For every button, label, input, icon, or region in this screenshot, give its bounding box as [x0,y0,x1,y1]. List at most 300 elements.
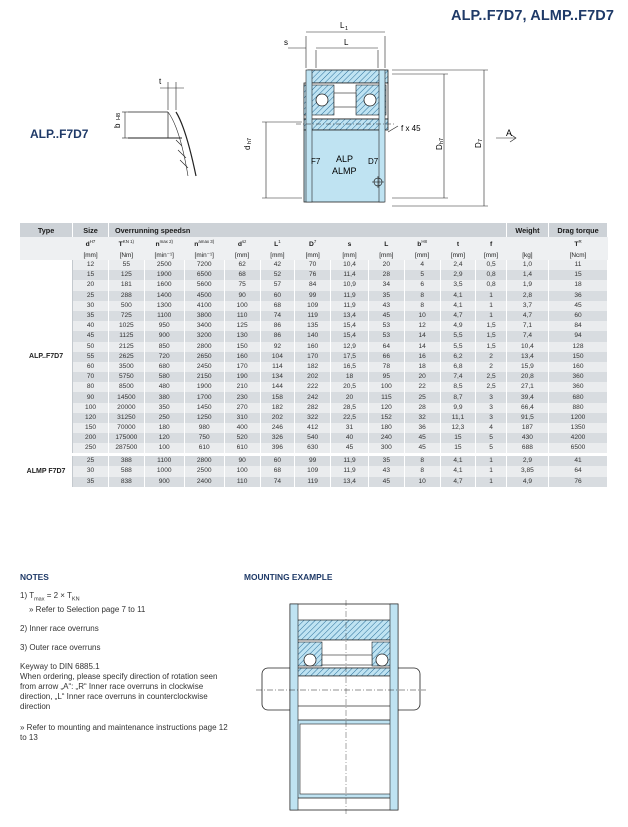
header-symbol: $n^{amax 3)}$ [184,237,224,250]
table-cell: 3,7 [506,301,548,311]
table-cell: 99 [295,291,331,301]
table-cell: 2800 [184,342,224,352]
table-cell: 2500 [144,260,184,270]
table-cell: 45 [73,331,109,341]
table-cell: 10,4 [506,342,548,352]
table-cell: 100 [144,443,184,455]
table-cell: 20,5 [331,382,369,392]
label-t: t [159,77,162,86]
table-cell: 86 [260,331,295,341]
table-cell: 2,4 [440,260,476,270]
table-cell: 8 [404,466,440,476]
table-cell: 1,0 [506,260,548,270]
svg-text:h7: h7 [247,137,253,144]
table-cell: 35 [368,455,404,467]
table-cell: 45 [404,443,440,455]
table-cell: 187 [506,423,548,433]
header-row-1 [20,223,608,237]
table-cell: 20,8 [506,372,548,382]
table-cell: 5600 [184,280,224,290]
header-unit: [min⁻¹] [144,250,184,260]
table-cell: 57 [260,280,295,290]
table-cell: 30 [73,301,109,311]
table-cell: 60 [548,311,607,321]
table-cell: 68 [260,301,295,311]
label-D7: D [474,142,483,148]
header-symbol [506,237,548,250]
table-cell: 2400 [184,477,224,487]
table-cell: 6 [404,280,440,290]
table-cell: 40 [331,433,369,443]
table-cell: 120 [73,413,109,423]
table-cell: 322 [295,413,331,423]
table-cell: 22,5 [331,413,369,423]
note-1-ref: » Refer to Selection page 7 to 11 [29,604,146,614]
col-overrunning: Overrunning speedsn [108,223,506,237]
table-cell: 74 [260,311,295,321]
spec-table [20,223,608,487]
table-cell: 12 [73,260,109,270]
table-cell: 4,7 [440,477,476,487]
table-cell: 4,7 [506,311,548,321]
table-cell: 43 [368,301,404,311]
table-cell: 1300 [144,301,184,311]
table-row [20,331,608,341]
table-row [20,342,608,352]
header-unit: [mm] [260,250,295,260]
header-unit: [Ncm] [548,250,607,260]
table-cell: 246 [260,423,295,433]
table-cell: 3800 [184,311,224,321]
table-cell: 630 [295,443,331,455]
table-cell: 1250 [184,413,224,423]
table-cell: 100 [224,301,260,311]
svg-text:H8: H8 [116,112,122,120]
table-cell: 6,8 [440,362,476,372]
table-cell: 8 [404,301,440,311]
table-cell: 78 [368,362,404,372]
table-cell: 4500 [184,291,224,301]
table-cell: 3,85 [506,466,548,476]
table-cell: 5750 [108,372,144,382]
table-cell: 25 [73,455,109,467]
table-row [20,321,608,331]
table-cell: 2450 [184,362,224,372]
table-cell: 90 [224,455,260,467]
table-cell: 20 [73,280,109,290]
table-cell: 4,1 [440,466,476,476]
table-cell: 4 [476,423,507,433]
table-cell: 160 [548,362,607,372]
label-bh8: b [113,123,122,128]
table-cell: 360 [548,372,607,382]
table-cell: 11,9 [331,455,369,467]
table-cell: 190 [224,372,260,382]
table-row [20,433,608,443]
header-unit: [mm] [73,250,109,260]
table-cell: 70 [73,372,109,382]
table-cell: 1,4 [506,270,548,280]
table-cell: 31 [331,423,369,433]
table-cell: 68 [260,466,295,476]
keyway-detail [113,77,196,176]
table-cell: 0,8 [476,280,507,290]
table-cell: 182 [295,362,331,372]
table-cell: 91,5 [506,413,548,423]
header-symbol: $d^{H7}$ [73,237,109,250]
table-cell: 360 [548,382,607,392]
table-cell: 725 [108,311,144,321]
header-row-units [20,250,608,260]
table-cell: 90 [73,392,109,402]
table-cell: 3 [476,392,507,402]
table-cell: 110 [224,311,260,321]
table-row [20,455,608,467]
table-cell: 12 [404,321,440,331]
table-cell: 1025 [108,321,144,331]
table-cell: 1 [476,466,507,476]
table-cell: 109 [295,301,331,311]
table-cell: 1450 [184,403,224,413]
table-row [20,443,608,455]
table-cell: 110 [224,477,260,487]
table-cell: 20000 [108,403,144,413]
table-cell: 95 [368,372,404,382]
table-cell: 100 [224,466,260,476]
table-cell: 34 [368,280,404,290]
table-cell: 15,4 [331,321,369,331]
table-cell: 540 [295,433,331,443]
table-cell: 10 [404,477,440,487]
table-cell: 42 [260,260,295,270]
table-cell: 70 [295,260,331,270]
table-row [20,260,608,270]
table-cell: 1,9 [506,280,548,290]
table-cell: 5 [476,433,507,443]
freewheel-section [296,70,396,202]
label-s: s [284,38,288,47]
note-order: When ordering, please specify direction of rotation seen from arrow „A“: „R“ Inner race overruns in clockwise direction, „L“ Inner race overruns in counterclockwise direction [20,671,218,711]
header-unit: [Nm] [108,250,144,260]
table-cell: 1100 [144,455,184,467]
table-cell: 3500 [108,362,144,372]
table-cell: 1125 [108,331,144,341]
table-cell: 1 [476,477,507,487]
label-Dh7: D [435,144,444,150]
table-cell: 52 [260,270,295,280]
table-cell: 119 [295,311,331,321]
table-cell: 3,5 [440,280,476,290]
table-cell: 300 [368,443,404,455]
table-cell: 396 [260,443,295,455]
table-cell: 10,4 [331,260,369,270]
table-cell: 380 [144,392,184,402]
table-cell: 13,4 [506,352,548,362]
header-symbol: $L^1$ [260,237,295,250]
table-cell: 76 [295,270,331,280]
header-type-spacer [20,237,73,250]
label-alp: ALP [336,154,354,164]
table-cell: 120 [368,403,404,413]
table-cell: 7,4 [440,372,476,382]
table-cell: 11,9 [331,466,369,476]
table-cell: 36 [404,423,440,433]
table-cell: 326 [260,433,295,443]
table-cell: 1200 [548,413,607,423]
table-cell: 11,9 [331,301,369,311]
note-1: 1) $T_{max} = 2 \times T_{KN}$ » Refer to Selection page 7 to 11 [20,591,235,615]
header-symbol: s [331,237,369,250]
table-cell: 76 [548,477,607,487]
table-cell: 8500 [108,382,144,392]
table-cell: 28 [368,270,404,280]
table-cell: 610 [224,443,260,455]
table-cell: 66,4 [506,403,548,413]
section-label: ALP..F7D7 [30,127,89,141]
header-unit: [mm] [368,250,404,260]
table-cell: 41 [548,455,607,467]
table-cell: 15,9 [506,362,548,372]
table-cell: 125 [108,270,144,280]
table-cell: 838 [108,477,144,487]
table-cell: 1100 [144,311,184,321]
table-cell: 10 [404,311,440,321]
table-cell: 60 [73,362,109,372]
header-unit: [mm] [404,250,440,260]
table-cell: 2,9 [440,270,476,280]
table-cell: 3 [476,413,507,423]
table-cell: 0,8 [476,270,507,280]
table-cell: 270 [224,403,260,413]
table-cell: 720 [144,352,184,362]
table-cell: 2500 [184,466,224,476]
table-cell: 20 [404,372,440,382]
table-cell: 99 [295,455,331,467]
table-cell: 35 [73,311,109,321]
header-row-2 [20,237,608,250]
table-cell: 12,3 [440,423,476,433]
table-cell: 15 [440,433,476,443]
table-cell: 5,5 [440,342,476,352]
table-cell: 688 [506,443,548,455]
col-size: Size [73,223,109,237]
table-cell: 8 [404,291,440,301]
header-unit: [mm] [224,250,260,260]
table-cell: 60 [260,455,295,467]
note-mount-ref: » Refer to mounting and maintenance instructions page 12 to 13 [20,722,228,742]
table-cell: 1 [476,455,507,467]
label-fx45: f x 45 [401,124,421,133]
table-cell: 6500 [184,270,224,280]
table-cell: 880 [548,403,607,413]
svg-text:h7: h7 [439,137,445,144]
table-cell: 5 [476,443,507,455]
table-cell: 36 [548,291,607,301]
table-cell: 60 [260,291,295,301]
table-row [20,477,608,487]
table-cell: 4,1 [440,301,476,311]
table-cell: 70000 [108,423,144,433]
table-cell: 202 [260,413,295,423]
table-cell: 480 [144,382,184,392]
table-row [20,352,608,362]
table-cell: 12,9 [331,342,369,352]
header-symbol: $T^{KN 1)}$ [108,237,144,250]
table-cell: 40 [73,321,109,331]
table-cell: 2150 [184,372,224,382]
table-cell: 160 [224,352,260,362]
table-cell: 13,4 [331,477,369,487]
table-cell: 20 [331,392,369,402]
table-cell: 1 [476,311,507,321]
header-unit: [mm] [331,250,369,260]
table-cell: 1,5 [476,321,507,331]
header-symbol: $d^{sz}$ [224,237,260,250]
table-cell: 115 [368,392,404,402]
header-symbol: t [440,237,476,250]
table-cell: 900 [144,477,184,487]
note-2: 2) Inner race overruns [20,623,99,633]
dimensions [262,32,516,206]
table-cell: 74 [260,477,295,487]
table-cell: 32 [404,413,440,423]
table-cell: 1600 [144,280,184,290]
table-cell: 11,9 [331,291,369,301]
table-cell: 5,5 [440,331,476,341]
table-cell: 7,1 [506,321,548,331]
table-cell: 158 [260,392,295,402]
table-cell: 43 [368,466,404,476]
header-unit: [mm] [476,250,507,260]
table-cell: 8,5 [440,382,476,392]
table-cell: 4,9 [440,321,476,331]
table-cell: 16,5 [331,362,369,372]
label-almp: ALMP [332,166,357,176]
table-cell: 160 [295,342,331,352]
table-cell: 45 [368,311,404,321]
table-cell: 950 [144,321,184,331]
table-cell: 10,9 [331,280,369,290]
table-cell: 130 [224,331,260,341]
table-cell: 11,4 [331,270,369,280]
table-cell: 412 [295,423,331,433]
table-cell: 200 [73,433,109,443]
table-cell: 4,7 [440,311,476,321]
table-cell: 152 [368,413,404,423]
table-cell: 400 [224,423,260,433]
header-unit: [mm] [440,250,476,260]
table-cell: 14500 [108,392,144,402]
header-symbol: f [476,237,507,250]
table-cell: 1700 [184,392,224,402]
table-cell: 25 [404,392,440,402]
table-cell: 39,4 [506,392,548,402]
table-cell: 388 [108,455,144,467]
table-cell: 1350 [548,423,607,433]
table-cell: 2125 [108,342,144,352]
table-cell: 15 [548,270,607,280]
table-cell: 16 [404,352,440,362]
table-cell: 55 [108,260,144,270]
table-cell: 84 [548,321,607,331]
table-cell: 680 [144,362,184,372]
table-cell: 900 [144,331,184,341]
table-cell: 520 [224,433,260,443]
table-cell: 86 [260,321,295,331]
header-symbol: $b^{H8}$ [404,237,440,250]
units-type-spacer [20,250,73,260]
col-drag: Drag torque [548,223,607,237]
table-cell: 222 [295,382,331,392]
table-cell: 2,5 [476,382,507,392]
table-cell: 35 [368,291,404,301]
table-cell: 68 [224,270,260,280]
table-cell: 120 [144,433,184,443]
mounting-title: MOUNTING EXAMPLE [244,572,333,582]
table-cell: 20 [368,260,404,270]
table-row [20,423,608,433]
table-cell: 230 [224,392,260,402]
header-unit: [kg] [506,250,548,260]
table-cell: 53 [368,321,404,331]
table-row [20,362,608,372]
table-cell: 2,9 [506,455,548,467]
table-cell: 15,4 [331,331,369,341]
header-symbol: $D^7$ [295,237,331,250]
col-type: Type [20,223,73,237]
table-cell: 2800 [184,455,224,467]
table-row [20,270,608,280]
table-cell: 170 [224,362,260,372]
table-cell: 350 [144,403,184,413]
table-cell: 27,1 [506,382,548,392]
table-cell: 4,9 [506,477,548,487]
table-cell: 100 [368,382,404,392]
table-cell: 18 [331,372,369,382]
col-weight: Weight [506,223,548,237]
header-unit: [mm] [295,250,331,260]
table-cell: 62 [224,260,260,270]
table-cell: 282 [295,403,331,413]
table-row [20,382,608,392]
table-row [20,301,608,311]
table-cell: 15 [440,443,476,455]
svg-text:7: 7 [478,138,484,142]
table-cell: 92 [260,342,295,352]
table-cell: 9,9 [440,403,476,413]
table-row [20,372,608,382]
table-cell: 150 [224,342,260,352]
table-cell: 175000 [108,433,144,443]
mounting-example-drawing [256,600,426,815]
table-cell: 500 [108,301,144,311]
table-cell: 4,1 [440,291,476,301]
table-cell: 45 [404,433,440,443]
table-cell: 150 [73,423,109,433]
table-cell: 134 [260,372,295,382]
table-row [20,403,608,413]
table-cell: 64 [548,466,607,476]
type-cell: ALP..F7D7 [20,260,73,455]
table-cell: 11,1 [440,413,476,423]
technical-drawing [0,0,628,215]
table-cell: 287500 [108,443,144,455]
table-cell: 94 [548,331,607,341]
table-row [20,392,608,402]
label-d7b: D7 [368,157,379,166]
table-cell: 50 [73,342,109,352]
table-cell: 128 [548,342,607,352]
